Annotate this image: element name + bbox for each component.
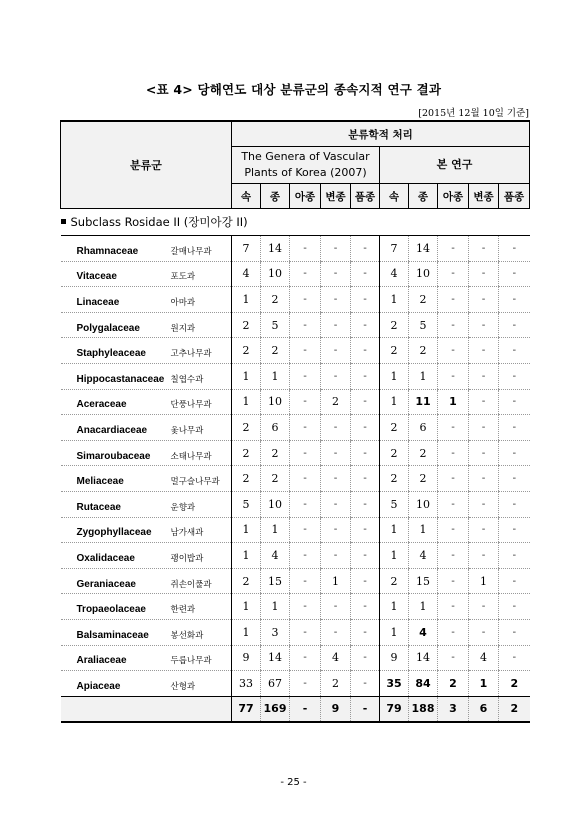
reference-value-cell: -: [290, 312, 321, 338]
study-value-cell: -: [438, 543, 469, 569]
study-value-cell: 4: [469, 645, 499, 671]
study-value-cell: -: [469, 287, 499, 313]
reference-value-cell: -: [351, 619, 380, 645]
reference-value-cell: -: [290, 338, 321, 364]
study-value-cell: 1: [380, 389, 409, 415]
table-row: [61, 543, 530, 569]
study-value-cell: -: [499, 261, 530, 287]
header-col-reference-1: 종: [261, 184, 290, 209]
family-cell: [61, 645, 232, 671]
study-value-cell: -: [499, 415, 530, 441]
study-value-cell: -: [438, 440, 469, 466]
study-value-cell: 2: [380, 338, 409, 364]
study-value-cell: 14: [409, 236, 438, 262]
family-cell: [61, 594, 232, 620]
table-row: [61, 287, 530, 313]
reference-value-cell: -: [351, 491, 380, 517]
reference-value-cell: -: [321, 491, 351, 517]
reference-value-cell: -: [290, 261, 321, 287]
family-korean-name: 포도과: [170, 272, 196, 283]
reference-value-cell: -: [321, 236, 351, 262]
reference-value-cell: 2: [321, 389, 351, 415]
family-korean-name: 두릅나무과: [170, 656, 212, 667]
family-scientific-name: Rhamnaceae: [76, 245, 139, 257]
reference-value-cell: -: [351, 671, 380, 697]
reference-value-cell: 5: [232, 491, 261, 517]
study-value-cell: 10: [409, 261, 438, 287]
table-row: [61, 491, 530, 517]
reference-value-cell: 2: [232, 338, 261, 364]
study-value-cell: 4: [409, 619, 438, 645]
reference-value-cell: -: [351, 517, 380, 543]
reference-value-cell: 33: [232, 671, 261, 697]
family-scientific-name: Hippocastanaceae: [76, 373, 165, 385]
study-value-cell: 11: [409, 389, 438, 415]
family-cell: [61, 287, 232, 313]
study-value-cell: 35: [380, 671, 409, 697]
reference-value-cell: 9: [232, 645, 261, 671]
family-cell: [61, 466, 232, 492]
subclass-label: Subclass Rosidae II (장미아강 II): [70, 215, 248, 229]
reference-value-cell: -: [290, 619, 321, 645]
study-value-cell: 84: [409, 671, 438, 697]
reference-value-cell: -: [290, 491, 321, 517]
family-scientific-name: Linaceae: [76, 296, 120, 308]
reference-value-cell: 4: [321, 645, 351, 671]
taxonomy-table: [60, 120, 530, 723]
header-col-reference-0: 속: [232, 184, 261, 209]
study-value-cell: -: [469, 389, 499, 415]
reference-value-cell: 1: [232, 619, 261, 645]
family-scientific-name: Oxalidaceae: [76, 552, 135, 564]
reference-value-cell: 2: [232, 466, 261, 492]
family-korean-name: 괭이밥과: [170, 553, 204, 564]
study-value-cell: -: [438, 338, 469, 364]
study-value-cell: 1: [409, 363, 438, 389]
study-value-cell: 2: [438, 671, 469, 697]
reference-value-cell: -: [321, 363, 351, 389]
header-source-reference: The Genera of Vascular Plants of Korea (2007): [232, 147, 380, 184]
family-korean-name: 운향과: [170, 502, 196, 513]
total-reference-cell: -: [351, 696, 380, 722]
study-value-cell: -: [438, 645, 469, 671]
family-korean-name: 쥐손이풀과: [170, 579, 212, 590]
study-value-cell: 1: [409, 517, 438, 543]
total-reference-cell: -: [290, 696, 321, 722]
family-korean-name: 고추나무과: [170, 349, 212, 360]
family-scientific-name: Anacardiaceae: [76, 424, 148, 436]
reference-value-cell: -: [290, 466, 321, 492]
reference-value-cell: 1: [232, 517, 261, 543]
family-scientific-name: Rutaceae: [76, 501, 121, 513]
study-value-cell: -: [499, 619, 530, 645]
total-reference-cell: 169: [261, 696, 290, 722]
family-korean-name: 남가새과: [170, 528, 204, 539]
family-scientific-name: Apiaceae: [76, 680, 121, 692]
study-value-cell: -: [499, 312, 530, 338]
reference-value-cell: -: [290, 415, 321, 441]
reference-date: [2015년 12월 10일 기준]: [418, 108, 529, 119]
study-value-cell: -: [469, 363, 499, 389]
study-value-cell: -: [499, 236, 530, 262]
header-source-this-study: 본 연구: [380, 147, 530, 184]
study-value-cell: -: [499, 517, 530, 543]
reference-value-cell: 1: [232, 363, 261, 389]
reference-value-cell: 2: [261, 287, 290, 313]
study-value-cell: 2: [409, 466, 438, 492]
total-study-cell: 6: [469, 696, 499, 722]
total-study-cell: 3: [438, 696, 469, 722]
study-value-cell: 2: [409, 287, 438, 313]
study-value-cell: 2: [499, 671, 530, 697]
table-row: [61, 236, 530, 262]
reference-value-cell: -: [290, 363, 321, 389]
reference-value-cell: -: [321, 287, 351, 313]
study-value-cell: 10: [409, 491, 438, 517]
table-row: [61, 594, 530, 620]
total-row: [61, 696, 530, 722]
header-col-study-0: 속: [380, 184, 409, 209]
study-value-cell: -: [469, 517, 499, 543]
family-korean-name: 아마과: [170, 297, 196, 308]
study-value-cell: 15: [409, 568, 438, 594]
table-row: [61, 645, 530, 671]
table-row: [61, 517, 530, 543]
reference-value-cell: 1: [232, 543, 261, 569]
study-value-cell: -: [469, 338, 499, 364]
reference-value-cell: 7: [232, 236, 261, 262]
study-value-cell: 1: [380, 363, 409, 389]
reference-value-cell: 10: [261, 389, 290, 415]
reference-value-cell: 14: [261, 645, 290, 671]
study-value-cell: -: [438, 619, 469, 645]
family-cell: [61, 312, 232, 338]
study-value-cell: 2: [380, 466, 409, 492]
reference-value-cell: -: [290, 287, 321, 313]
reference-value-cell: 2: [232, 568, 261, 594]
study-value-cell: -: [438, 261, 469, 287]
reference-value-cell: -: [321, 543, 351, 569]
total-study-cell: 2: [499, 696, 530, 722]
family-korean-name: 칠엽수과: [170, 374, 204, 385]
study-value-cell: -: [438, 594, 469, 620]
header-col-reference-3: 변종: [321, 184, 351, 209]
family-scientific-name: Polygalaceae: [76, 322, 140, 334]
reference-value-cell: 1: [232, 594, 261, 620]
study-value-cell: -: [499, 645, 530, 671]
total-study-cell: 188: [409, 696, 438, 722]
reference-value-cell: -: [321, 261, 351, 287]
family-korean-name: 멀구슬나무과: [170, 477, 220, 488]
study-value-cell: -: [499, 338, 530, 364]
reference-value-cell: -: [290, 671, 321, 697]
study-value-cell: -: [438, 466, 469, 492]
study-value-cell: 14: [409, 645, 438, 671]
header-group: 분류학적 처리: [232, 121, 530, 147]
header-col-study-1: 종: [409, 184, 438, 209]
family-cell: [61, 543, 232, 569]
study-value-cell: 2: [380, 312, 409, 338]
study-value-cell: 1: [469, 671, 499, 697]
study-value-cell: -: [469, 236, 499, 262]
family-scientific-name: Meliaceae: [76, 476, 124, 488]
family-cell: [61, 261, 232, 287]
study-value-cell: 1: [380, 517, 409, 543]
study-value-cell: 2: [409, 440, 438, 466]
family-korean-name: 봉선화과: [170, 630, 204, 641]
family-scientific-name: Balsaminaceae: [76, 629, 149, 641]
reference-value-cell: -: [321, 517, 351, 543]
header-col-reference-2: 아종: [290, 184, 321, 209]
reference-value-cell: -: [351, 645, 380, 671]
family-korean-name: 원지과: [170, 323, 196, 334]
family-korean-name: 소태나무과: [170, 451, 212, 462]
study-value-cell: 1: [380, 287, 409, 313]
reference-value-cell: 10: [261, 261, 290, 287]
reference-value-cell: 1: [261, 517, 290, 543]
reference-value-cell: -: [351, 287, 380, 313]
study-value-cell: -: [469, 543, 499, 569]
study-value-cell: 1: [380, 543, 409, 569]
reference-value-cell: -: [290, 236, 321, 262]
study-value-cell: -: [469, 466, 499, 492]
total-label-cell: [61, 696, 232, 722]
family-scientific-name: Zygophyllaceae: [76, 527, 152, 539]
total-reference-cell: 9: [321, 696, 351, 722]
family-scientific-name: Simaroubaceae: [76, 450, 151, 462]
reference-value-cell: -: [321, 594, 351, 620]
table-row: [61, 312, 530, 338]
study-value-cell: -: [469, 440, 499, 466]
family-scientific-name: Aceraceae: [76, 399, 127, 411]
reference-value-cell: -: [321, 619, 351, 645]
study-value-cell: -: [438, 517, 469, 543]
study-value-cell: 4: [380, 261, 409, 287]
family-scientific-name: Araliaceae: [76, 655, 127, 667]
family-cell: [61, 440, 232, 466]
study-value-cell: -: [499, 466, 530, 492]
family-korean-name: 산형과: [170, 681, 196, 692]
family-scientific-name: Staphyleaceae: [76, 348, 146, 360]
page-number: - 25 -: [280, 777, 307, 788]
study-value-cell: -: [438, 363, 469, 389]
reference-value-cell: 2: [232, 312, 261, 338]
reference-value-cell: -: [351, 236, 380, 262]
family-cell: [61, 363, 232, 389]
family-korean-name: 단풍나무과: [170, 400, 212, 411]
reference-value-cell: 2: [232, 440, 261, 466]
study-value-cell: -: [469, 312, 499, 338]
reference-value-cell: -: [321, 312, 351, 338]
study-value-cell: 4: [409, 543, 438, 569]
study-value-cell: -: [499, 491, 530, 517]
reference-value-cell: 1: [321, 568, 351, 594]
reference-value-cell: 2: [321, 671, 351, 697]
family-scientific-name: Vitaceae: [76, 271, 117, 283]
subclass-heading: [61, 209, 530, 236]
family-cell: [61, 671, 232, 697]
study-value-cell: 1: [469, 568, 499, 594]
study-value-cell: -: [469, 491, 499, 517]
family-cell: [61, 415, 232, 441]
header-col-reference-4: 품종: [351, 184, 380, 209]
reference-value-cell: 15: [261, 568, 290, 594]
reference-value-cell: -: [290, 389, 321, 415]
reference-value-cell: -: [321, 338, 351, 364]
header-col-study-3: 변종: [469, 184, 499, 209]
square-bullet-icon: [61, 219, 66, 224]
family-cell: [61, 338, 232, 364]
study-value-cell: 1: [409, 594, 438, 620]
reference-value-cell: 1: [232, 287, 261, 313]
reference-value-cell: 1: [232, 389, 261, 415]
reference-value-cell: 2: [261, 338, 290, 364]
table-row: [61, 466, 530, 492]
study-value-cell: 2: [380, 568, 409, 594]
reference-value-cell: -: [290, 440, 321, 466]
table-caption: <표 4> 당해연도 대상 분류군의 종속지적 연구 결과: [145, 82, 442, 97]
family-cell: [61, 619, 232, 645]
reference-value-cell: -: [321, 440, 351, 466]
family-scientific-name: Tropaeolaceae: [76, 604, 146, 616]
table-row: [61, 389, 530, 415]
table-row: [61, 671, 530, 697]
reference-value-cell: 14: [261, 236, 290, 262]
reference-value-cell: 2: [261, 440, 290, 466]
study-value-cell: -: [499, 568, 530, 594]
total-study-cell: 79: [380, 696, 409, 722]
total-reference-cell: 77: [232, 696, 261, 722]
reference-value-cell: 2: [261, 466, 290, 492]
reference-value-cell: -: [351, 261, 380, 287]
reference-value-cell: -: [351, 568, 380, 594]
reference-value-cell: 3: [261, 619, 290, 645]
header-col-study-2: 아종: [438, 184, 469, 209]
reference-value-cell: -: [351, 415, 380, 441]
study-value-cell: -: [499, 389, 530, 415]
reference-value-cell: -: [290, 543, 321, 569]
reference-value-cell: -: [351, 389, 380, 415]
study-value-cell: -: [438, 568, 469, 594]
reference-value-cell: -: [290, 517, 321, 543]
table-row: [61, 338, 530, 364]
table-row: [61, 261, 530, 287]
family-cell: [61, 389, 232, 415]
reference-value-cell: -: [290, 645, 321, 671]
table-row: [61, 568, 530, 594]
reference-value-cell: -: [351, 440, 380, 466]
reference-value-cell: 2: [232, 415, 261, 441]
reference-value-cell: 67: [261, 671, 290, 697]
reference-value-cell: -: [351, 338, 380, 364]
reference-value-cell: -: [321, 415, 351, 441]
study-value-cell: -: [469, 261, 499, 287]
study-value-cell: -: [438, 287, 469, 313]
header-taxon: 분류군: [61, 121, 232, 209]
reference-value-cell: -: [351, 363, 380, 389]
study-value-cell: 1: [380, 619, 409, 645]
reference-value-cell: -: [290, 594, 321, 620]
study-value-cell: 5: [409, 312, 438, 338]
family-cell: [61, 491, 232, 517]
reference-value-cell: 1: [261, 363, 290, 389]
reference-value-cell: 4: [261, 543, 290, 569]
reference-value-cell: -: [321, 466, 351, 492]
reference-value-cell: 5: [261, 312, 290, 338]
study-value-cell: -: [469, 415, 499, 441]
study-value-cell: -: [438, 312, 469, 338]
study-value-cell: 1: [380, 594, 409, 620]
study-value-cell: 9: [380, 645, 409, 671]
reference-value-cell: -: [351, 312, 380, 338]
family-scientific-name: Geraniaceae: [76, 578, 136, 590]
family-korean-name: 갈매나무과: [170, 246, 212, 257]
reference-value-cell: 6: [261, 415, 290, 441]
family-korean-name: 옻나무과: [170, 425, 204, 436]
study-value-cell: 6: [409, 415, 438, 441]
family-cell: [61, 517, 232, 543]
study-value-cell: -: [438, 236, 469, 262]
study-value-cell: -: [438, 415, 469, 441]
study-value-cell: 2: [380, 440, 409, 466]
family-cell: [61, 236, 232, 262]
reference-value-cell: 10: [261, 491, 290, 517]
reference-value-cell: -: [351, 466, 380, 492]
reference-value-cell: -: [290, 568, 321, 594]
study-value-cell: -: [499, 594, 530, 620]
study-value-cell: 2: [380, 415, 409, 441]
study-value-cell: -: [499, 363, 530, 389]
study-value-cell: -: [438, 491, 469, 517]
study-value-cell: -: [499, 440, 530, 466]
study-value-cell: -: [469, 619, 499, 645]
family-cell: [61, 568, 232, 594]
reference-value-cell: 1: [261, 594, 290, 620]
study-value-cell: 2: [409, 338, 438, 364]
table-row: [61, 363, 530, 389]
study-value-cell: -: [469, 594, 499, 620]
study-value-cell: -: [499, 287, 530, 313]
study-value-cell: 7: [380, 236, 409, 262]
table-row: [61, 619, 530, 645]
reference-value-cell: -: [351, 594, 380, 620]
reference-value-cell: -: [351, 543, 380, 569]
reference-value-cell: 4: [232, 261, 261, 287]
family-korean-name: 한련과: [170, 605, 196, 616]
study-value-cell: 5: [380, 491, 409, 517]
header-col-study-4: 품종: [499, 184, 530, 209]
study-value-cell: -: [499, 543, 530, 569]
study-value-cell: 1: [438, 389, 469, 415]
table-row: [61, 440, 530, 466]
table-row: [61, 415, 530, 441]
